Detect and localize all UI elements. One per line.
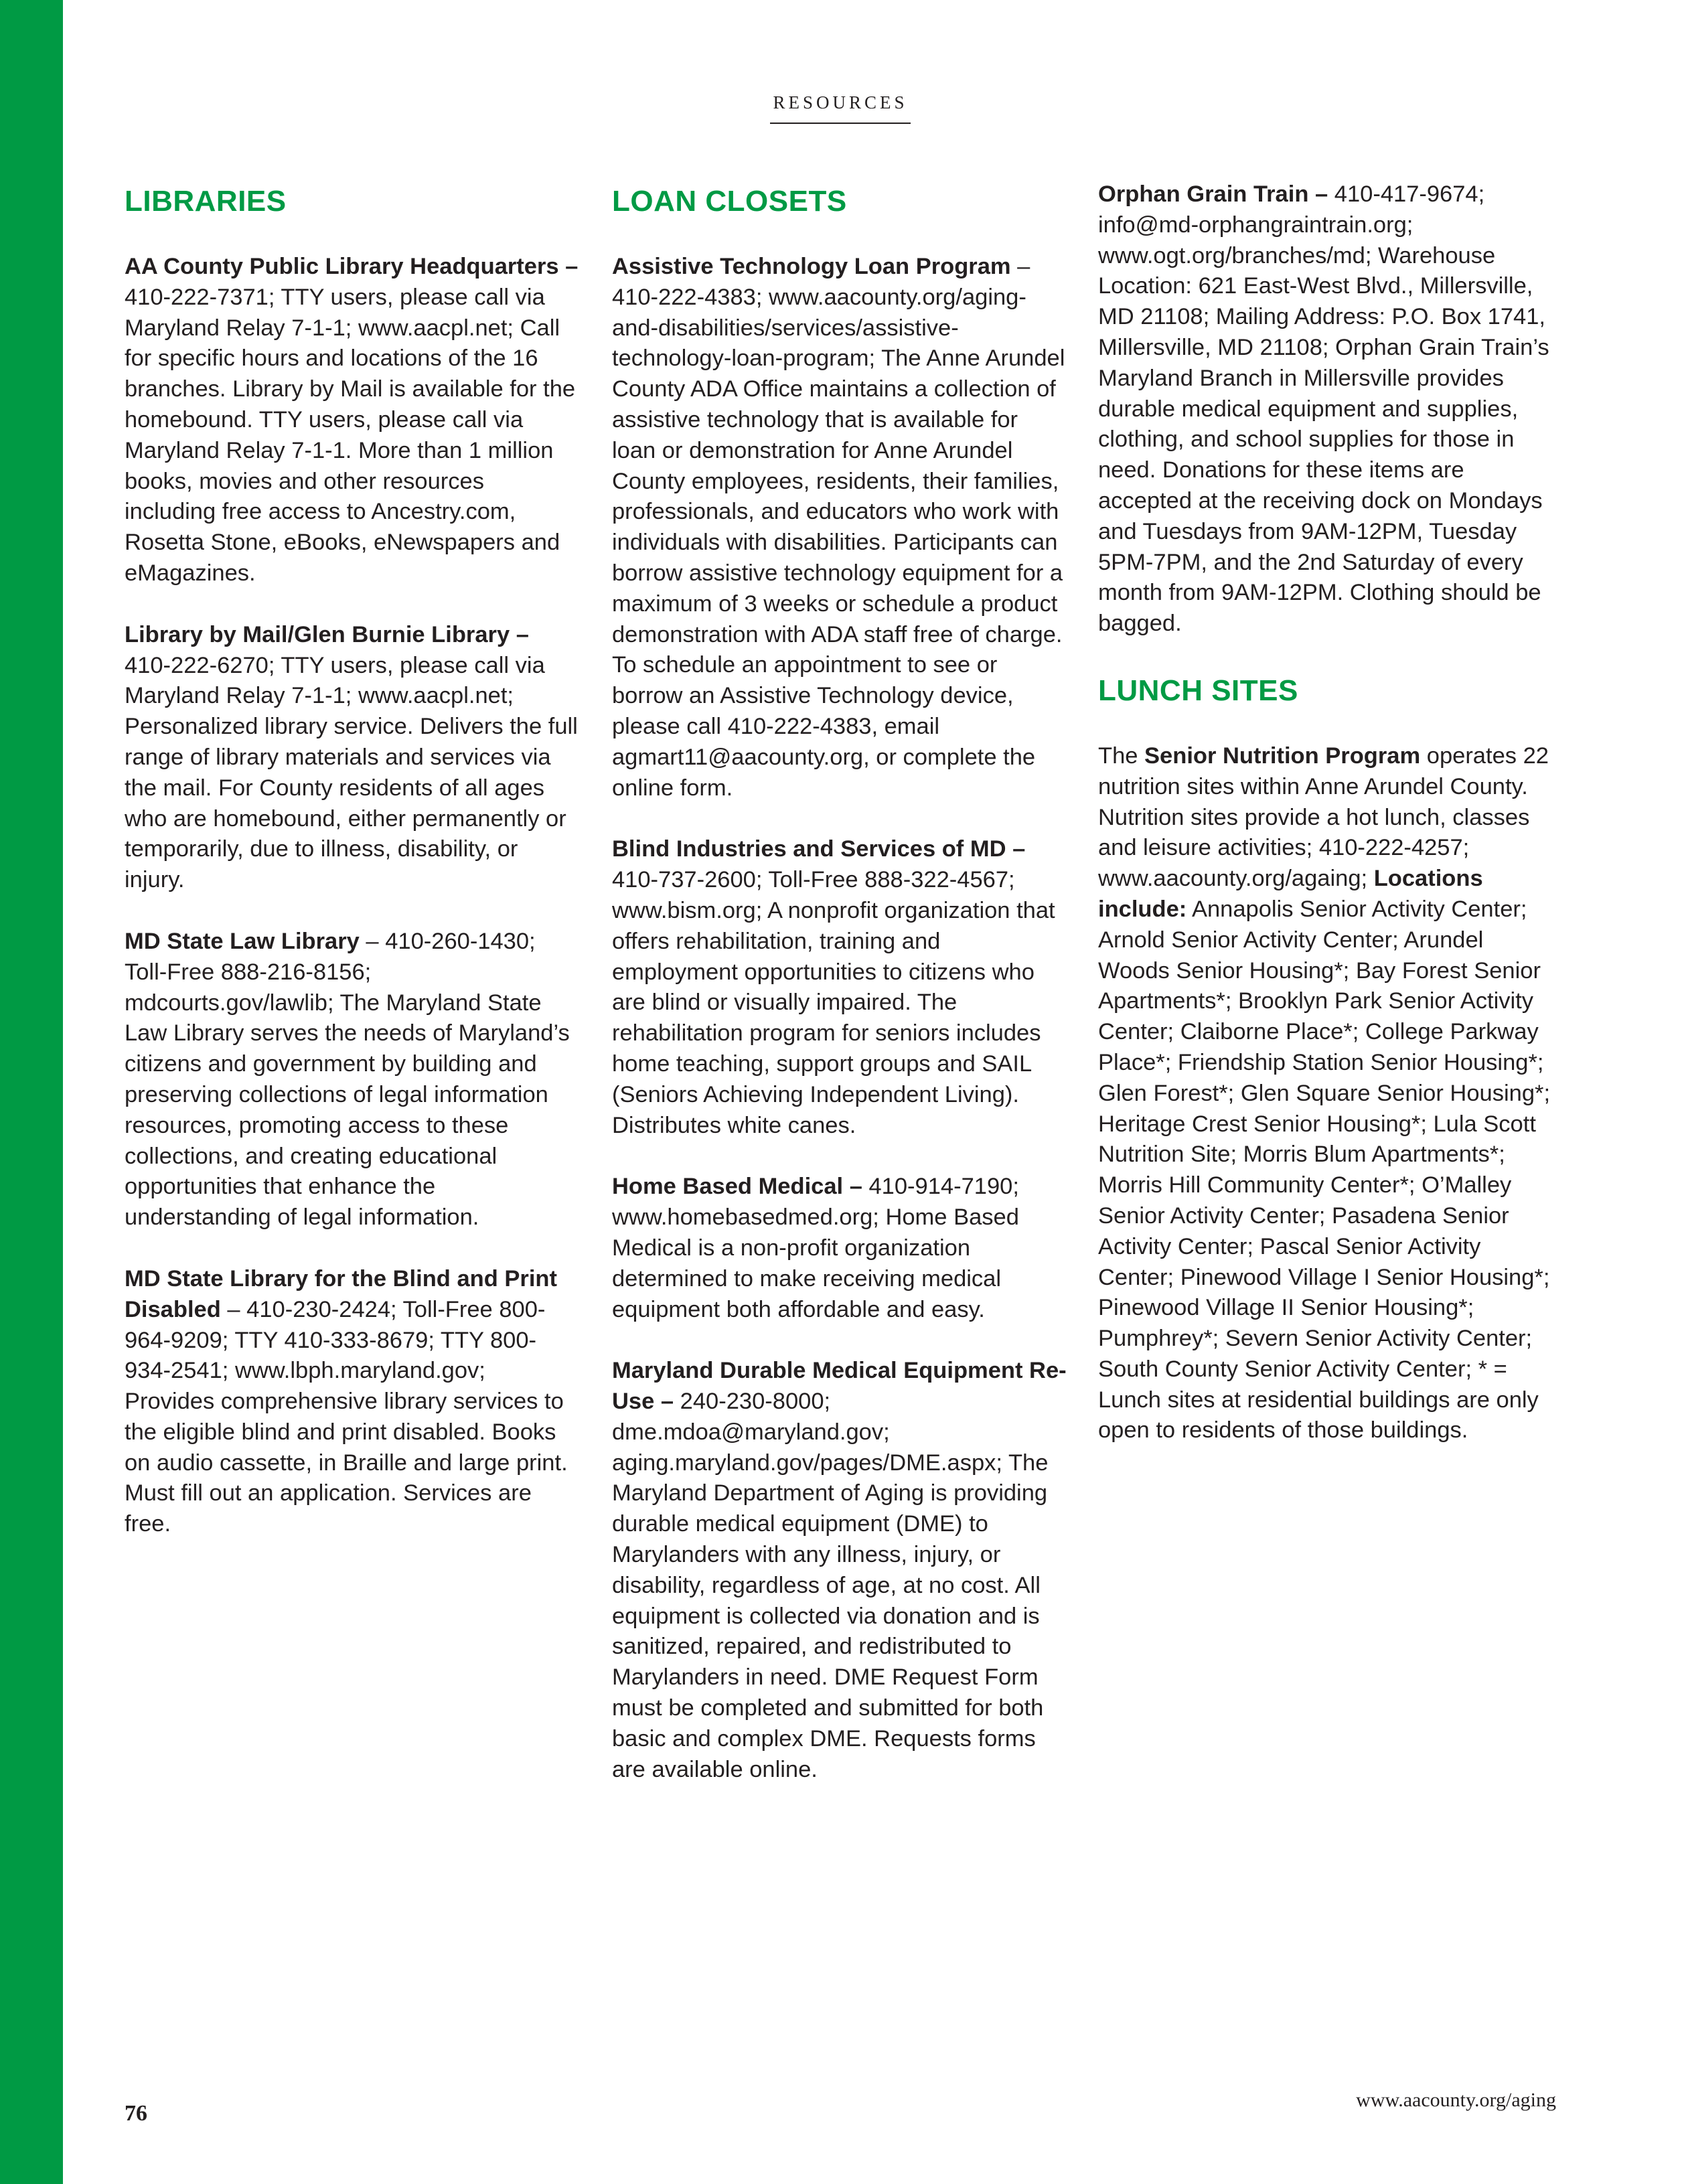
loan-closet-entry: Maryland Durable Medical Equipment Re-Use – 240-230-8000; dme.mdoa@maryland.gov; aging.maryland.gov/pages/DME.aspx; The Maryland Department of Aging is providing durable medical equipment (DME) to Marylanders with any illness, injury, or disability, regardless of age, at no cost. All equipment is collected via donation and is sanitized, repaired, and redistributed to Marylanders in need. DME Request Form must be completed and submitted for both basic and complex DME. Requests forms are available online.	[612, 1358, 1067, 1782]
entry-name: Home Based Medical	[612, 1174, 844, 1200]
section-running-head: RESOURCES	[770, 92, 911, 124]
entry-name: MD State Library for the Blind and Print Disabled	[125, 1265, 557, 1322]
libraries-heading: LIBRARIES	[125, 185, 287, 218]
locations-list: Annapolis Senior Activity Center; Arnold Senior Activity Center; Arundel Woods Senior Housing*; Bay Forest Senior Apartments*; Brooklyn Park Senior Activity Center; Claiborne Place*; College Parkway Place*; Friendship Station Senior Housing*; Glen Forest*; Glen Square Senior Housing*; Heritage Crest Senior Housing*; Lula Scott Nutrition Site; Morris Blum Apartments*; Morris Hill Community Center*; O’Malley Senior Activity Center; Pasadena Senior Activity Center; Pascal Senior Activity Center; Pinewood Village I Senior Housing*; Pinewood Village II Senior Housing*; Pumphrey*; Severn Senior Activity Center; South County Senior Activity Center; * = Lunch sites at residential buildings are only open to residents of those buildings.	[1098, 896, 1551, 1444]
entry-body: 410-230-2424; Toll-Free 800-964-9209; TTY 410-333-8679; TTY 800-934-2541; www.lbph.maryland.gov; Provides comprehensive library services to the eligible blind and print disabled. Books on audio cassette, in Braille and large print. Must fill out an application. Services are free.	[125, 1296, 568, 1537]
library-entry: MD State Law Library – 410-260-1430; Toll-Free 888-216-8156; mdcourts.gov/lawlib; The Maryland State Law Library serves the needs of Maryland’s citizens and government by building and preserving collections of legal information resources, promoting access to these collections, and creating educational opportunities that enhance the understanding of legal information.	[125, 928, 570, 1231]
library-entry: Library by Mail/Glen Burnie Library – 410-222-6270; TTY users, please call via Maryland Relay 7-1-1; www.aacpl.net; Personalized library service. Delivers the full range of library materials and services via the mail. For County residents of all ages who are homebound, either permanently or temporarily, due to illness, disability, or injury.	[125, 621, 578, 893]
locations-label: Locations include:	[1098, 866, 1483, 922]
loan-closet-entry: Assistive Technology Loan Program – 410-222-4383; www.aacounty.org/aging-and-disabilities/services/assistive-technology-loan-program; The Anne Arundel County ADA Office maintains a collection of assistive technology that is available for loan or demonstration for Anne Arundel County employees, residents, their families, professionals, and educators who work with individuals with disabilities. Participants can borrow assistive technology equipment for a maximum of 3 weeks or schedule a product demonstration with ADA staff free of charge. To schedule an appointment to see or borrow an Assistive Technology device, please call 410-222-4383, email agmart11@aacounty.org, or complete the online form.	[612, 254, 1065, 801]
entry-name: AA County Public Library Headquarters	[125, 254, 559, 279]
entry-name: Orphan Grain Train	[1098, 181, 1309, 207]
entry-name: Blind Industries and Services of MD	[612, 836, 1006, 862]
lunch-sites-entry: The Senior Nutrition Program operates 22 nutrition sites within Anne Arundel County. Nutrition sites provide a hot lunch, classes and leisure activities; 410-222-4257; www.aacounty.org/againg; Locations include: Annapolis Senior Activity Center; Arnold Senior Activity Center; Arundel Woods Senior Housing*; Bay Forest Senior Apartments*; Brooklyn Park Senior Activity Center; Claiborne Place*; College Parkway Place*; Friendship Station Senior Housing*; Glen Forest*; Glen Square Senior Housing*; Heritage Crest Senior Housing*; Lula Scott Nutrition Site; Morris Blum Apartments*; Morris Hill Community Center*; O’Malley Senior Activity Center; Pasadena Senior Activity Center; Pascal Senior Activity Center; Pinewood Village I Senior Housing*; Pinewood Village II Senior Housing*; Pumphrey*; Severn Senior Activity Center; South County Senior Activity Center; * = Lunch sites at residential buildings are only open to residents of those buildings.	[1098, 743, 1551, 1444]
entry-name: Assistive Technology Loan Program	[612, 254, 1011, 279]
footer-url: www.aacounty.org/aging	[1356, 2089, 1556, 2111]
page-number: 76	[125, 2101, 147, 2126]
column-libraries	[125, 181, 580, 1571]
loan-closet-entry: Home Based Medical – 410-914-7190; www.homebasedmed.org; Home Based Medical is a non-profit organization determined to make receiving medical equipment both affordable and easy.	[612, 1174, 1019, 1322]
library-entry: MD State Library for the Blind and Print Disabled – 410-230-2424; Toll-Free 800-964-9209; TTY 410-333-8679; TTY 800-934-2541; www.lbph.maryland.gov; Provides comprehensive library services to the eligible blind and print disabled. Books on audio cassette, in Braille and large print. Must fill out an application. Services are free.	[125, 1265, 568, 1537]
column-loan-closets	[612, 181, 1067, 1816]
entry-name: Maryland Durable Medical Equipment Re-Use	[612, 1358, 1067, 1415]
entry-body: 410-260-1430; Toll-Free 888-216-8156; mdcourts.gov/lawlib; The Maryland State Law Library serves the needs of Maryland’s citizens and government by building and preserving collections of legal information resources, promoting access to these collections, and creating educational opportunities that enhance the understanding of legal information.	[125, 928, 570, 1231]
loan-closet-entry: Blind Industries and Services of MD – 410-737-2600; Toll-Free 888-322-4567; www.bism.org; A nonprofit organization that offers rehabilitation, training and employment opportunities to citizens who are blind or visually impaired. The rehabilitation program for seniors includes home teaching, support groups and SAIL (Seniors Achieving Independent Living). Distributes white canes.	[612, 836, 1055, 1138]
entry-name: Library by Mail/Glen Burnie Library	[125, 621, 510, 647]
entry-body: 410-417-9674; info@md-orphangraintrain.org; www.ogt.org/branches/md; Warehouse Location: 621 East-West Blvd., Millersville, MD 21108; Mailing Address: P.O. Box 1741, Millersville, MD 21108; Orphan Grain Train’s Maryland Branch in Millersville provides durable medical equipment and supplies, clothing, and school supplies for those in need. Donations for these items are accepted at the receiving dock on Mondays and Tuesdays from 9AM-12PM, Tuesday 5PM-7PM, and the 2nd Saturday of every month from 9AM-12PM. Clothing should be bagged.	[1098, 181, 1549, 637]
entry-body: 410-222-6270; TTY users, please call via Maryland Relay 7-1-1; www.aacpl.net; Personalized library service. Delivers the full range of library materials and services via the mail. For County residents of all ages who are homebound, either permanently or temporarily, due to illness, disability, or injury.	[125, 652, 578, 893]
column-lunch-sites	[1098, 179, 1553, 1477]
green-side-bar	[0, 0, 63, 2184]
entry-body: 410-222-4383; www.aacounty.org/aging-and-disabilities/services/assistive-technology-loan-program; The Anne Arundel County ADA Office maintains a collection of assistive technology that is available for loan or demonstration for Anne Arundel County employees, residents, their families, professionals, and educators who work with individuals with disabilities. Participants can borrow assistive technology equipment for a maximum of 3 weeks or schedule a product demonstration with ADA staff free of charge. To schedule an appointment to see or borrow an Assistive Technology device, please call 410-222-4383, email agmart11@aacounty.org, or complete the online form.	[612, 284, 1065, 801]
lunch-sites-heading: LUNCH SITES	[1098, 674, 1298, 707]
loan-closet-entry: Orphan Grain Train – 410-417-9674; info@md-orphangraintrain.org; www.ogt.org/branches/md; Warehouse Location: 621 East-West Blvd., Millersville, MD 21108; Mailing Address: P.O. Box 1741, Millersville, MD 21108; Orphan Grain Train’s Maryland Branch in Millersville provides durable medical equipment and supplies, clothing, and school supplies for those in need. Donations for these items are accepted at the receiving dock on Mondays and Tuesdays from 9AM-12PM, Tuesday 5PM-7PM, and the 2nd Saturday of every month from 9AM-12PM. Clothing should be bagged.	[1098, 181, 1549, 637]
entry-name: MD State Law Library	[125, 928, 360, 954]
entry-body: 410-222-7371; TTY users, please call via Maryland Relay 7-1-1; www.aacpl.net; Call for specific hours and locations of the 16 branches. Library by Mail is available for the homebound. TTY users, please call via Maryland Relay 7-1-1. More than 1 million books, movies and other resources including free access to Ancestry.com, Rosetta Stone, eBooks, eNewspapers and eMagazines.	[125, 284, 576, 586]
entry-body: 240-230-8000; dme.mdoa@maryland.gov; aging.maryland.gov/pages/DME.aspx; The Maryland Department of Aging is providing durable medical equipment (DME) to Marylanders with any illness, injury, or disability, regardless of age, at no cost. All equipment is collected via donation and is sanitized, repaired, and redistributed to Marylanders in need. DME Request Form must be completed and submitted for both basic and complex DME. Requests forms are available online.	[612, 1389, 1049, 1782]
entry-body: 410-737-2600; Toll-Free 888-322-4567; www.bism.org; A nonprofit organization that offers rehabilitation, training and employment opportunities to citizens who are blind or visually impaired. The rehabilitation program for seniors includes home teaching, support groups and SAIL (Seniors Achieving Independent Living). Distributes white canes.	[612, 867, 1055, 1138]
loan-closets-heading: LOAN CLOSETS	[612, 185, 847, 218]
entry-body: 410-914-7190; www.homebasedmed.org; Home Based Medical is a non-profit organization determined to make receiving medical equipment both affordable and easy.	[612, 1174, 1019, 1322]
program-name: Senior Nutrition Program	[1144, 743, 1421, 769]
library-entry: AA County Public Library Headquarters – 410-222-7371; TTY users, please call via Maryland Relay 7-1-1; www.aacpl.net; Call for specific hours and locations of the 16 branches. Library by Mail is available for the homebound. TTY users, please call via Maryland Relay 7-1-1. More than 1 million books, movies and other resources including free access to Ancestry.com, Rosetta Stone, eBooks, eNewspapers and eMagazines.	[125, 254, 579, 586]
